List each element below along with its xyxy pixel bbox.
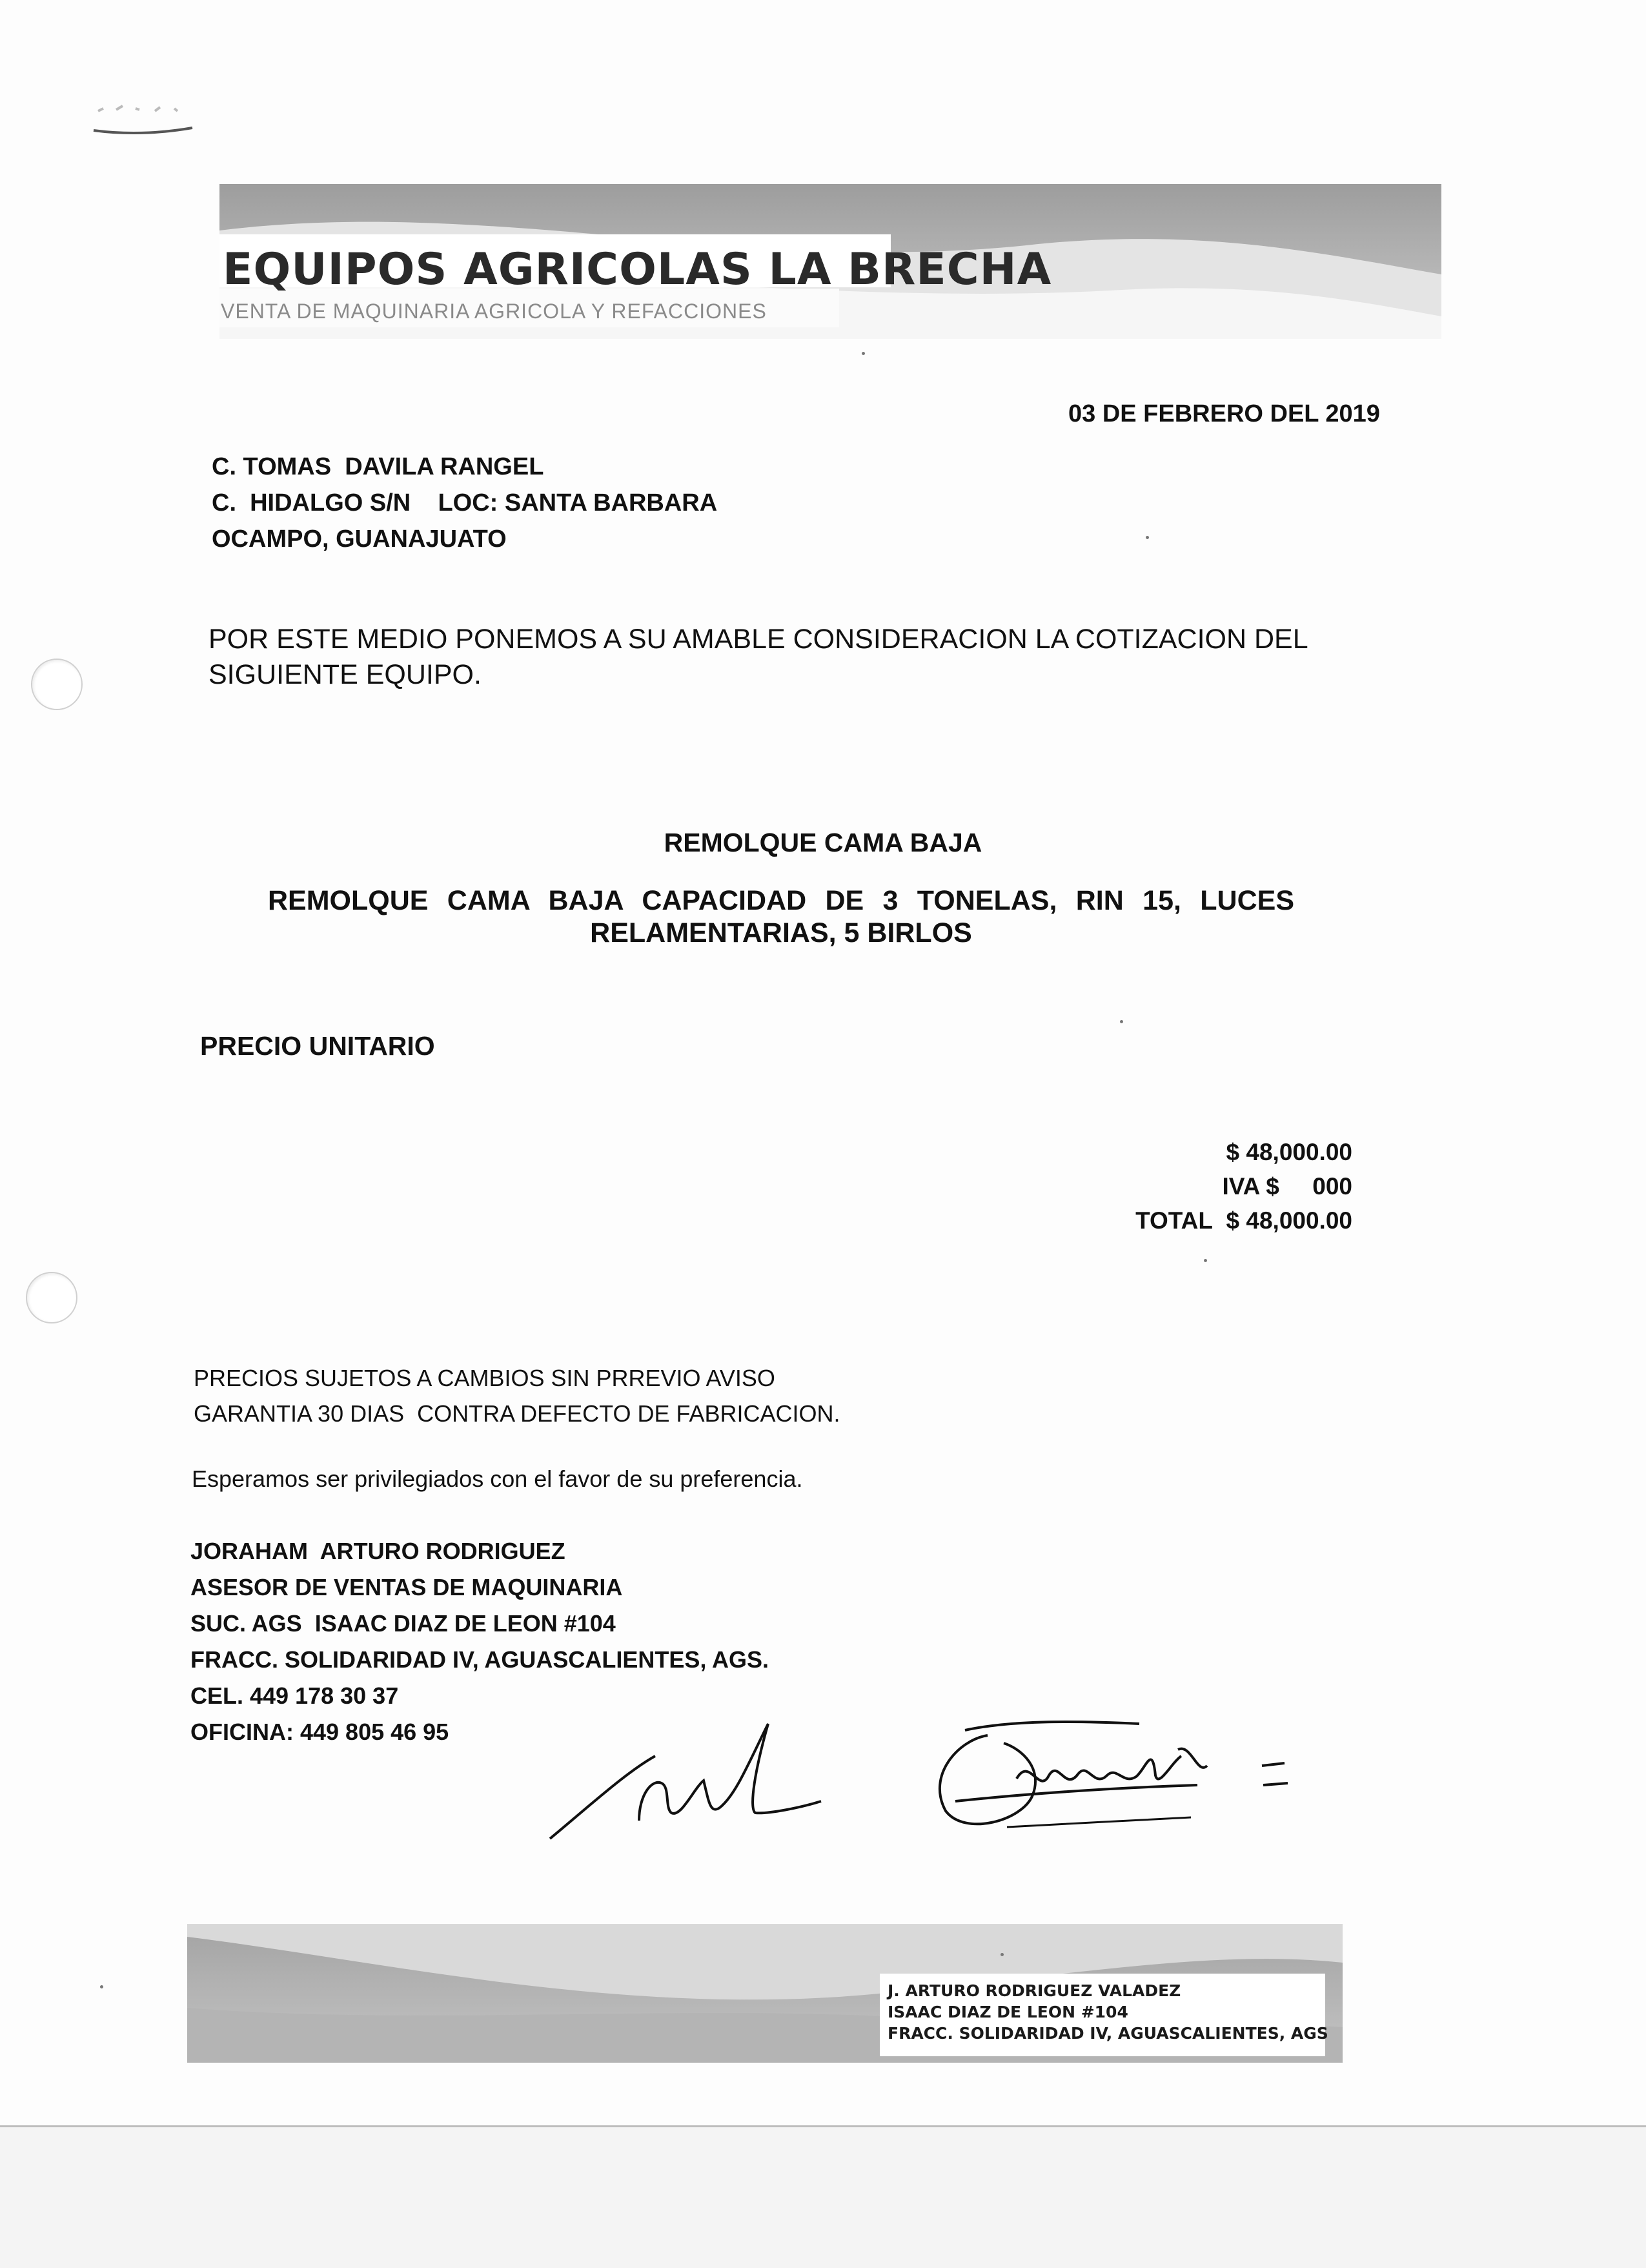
- sender-address: FRACC. SOLIDARIDAD IV, AGUASCALIENTES, AGS.: [190, 1646, 769, 1673]
- scan-margin: [0, 2125, 1646, 2268]
- sender-office: OFICINA: 449 805 46 95: [190, 1719, 449, 1745]
- scan-speck: [1120, 1020, 1123, 1023]
- product-description-line1: REMOLQUE CAMA BAJA CAPACIDAD DE 3 TONELAS, RIN 15, LUCES: [268, 885, 1294, 916]
- scan-speck: [1146, 536, 1149, 539]
- company-name: EQUIPOS AGRICOLAS LA BRECHA: [223, 244, 1052, 295]
- footer-city: FRACC. SOLIDARIDAD IV, AGUASCALIENTES, AGS: [888, 2024, 1328, 2043]
- product-title: REMOLQUE CAMA BAJA: [664, 828, 982, 857]
- punch-hole-bottom: [26, 1272, 77, 1323]
- closing-sentence: Esperamos ser privilegiados con el favor de su preferencia.: [192, 1466, 803, 1492]
- recipient-street: C. HIDALGO S/N LOC: SANTA BARBARA: [212, 489, 718, 516]
- scan-speck: [1001, 1953, 1004, 1956]
- scan-speck: [1204, 1259, 1207, 1262]
- total-value: $ 48,000.00: [1226, 1207, 1352, 1234]
- price-condition: PRECIOS SUJETOS A CAMBIOS SIN PRREVIO AVISO: [194, 1365, 775, 1391]
- intro-paragraph: POR ESTE MEDIO PONEMOS A SU AMABLE CONSIDERACION LA COTIZACION DEL SIGUIENTE EQUIPO.: [208, 624, 1308, 690]
- unit-price-label: PRECIO UNITARIO: [200, 1031, 435, 1061]
- warranty-condition: GARANTIA 30 DIAS CONTRA DEFECTO DE FABRICACION.: [194, 1400, 840, 1427]
- document-date: 03 DE FEBRERO DEL 2019: [1068, 400, 1380, 427]
- sender-branch: SUC. AGS ISAAC DIAZ DE LEON #104: [190, 1610, 616, 1637]
- scan-speck: [100, 1985, 103, 1988]
- footer-address-box: [880, 1974, 1328, 2056]
- product-description-line2: RELAMENTARIAS, 5 BIRLOS: [590, 917, 972, 948]
- total-label: TOTAL: [1135, 1207, 1213, 1234]
- conditions-block: [194, 1360, 840, 1431]
- total-row: [1135, 1203, 1352, 1238]
- footer-street: ISAAC DIAZ DE LEON #104: [888, 2003, 1128, 2021]
- sender-cell: CEL. 449 178 30 37: [190, 1682, 399, 1709]
- punch-hole-top: [31, 659, 83, 710]
- totals-block: [1135, 1135, 1352, 1238]
- recipient-name: C. TOMAS DAVILA RANGEL: [212, 453, 544, 480]
- recipient-city: OCAMPO, GUANAJUATO: [212, 526, 507, 553]
- sender-name: JORAHAM ARTURO RODRIGUEZ: [190, 1538, 565, 1564]
- iva-value: IVA $ 000: [1222, 1173, 1352, 1200]
- pen-mark: [90, 97, 194, 142]
- company-tagline: VENTA DE MAQUINARIA AGRICOLA Y REFACCIONES: [221, 300, 767, 323]
- recipient-block: [212, 449, 717, 557]
- signature-right: [920, 1704, 1307, 1846]
- product-description: [268, 884, 1294, 949]
- footer-owner: J. ARTURO RODRIGUEZ VALADEZ: [888, 1981, 1181, 2000]
- subtotal-value: $ 48,000.00: [1226, 1139, 1352, 1165]
- signature-left: [542, 1711, 826, 1846]
- scan-speck: [862, 352, 865, 355]
- sender-title: ASESOR DE VENTAS DE MAQUINARIA: [190, 1574, 623, 1600]
